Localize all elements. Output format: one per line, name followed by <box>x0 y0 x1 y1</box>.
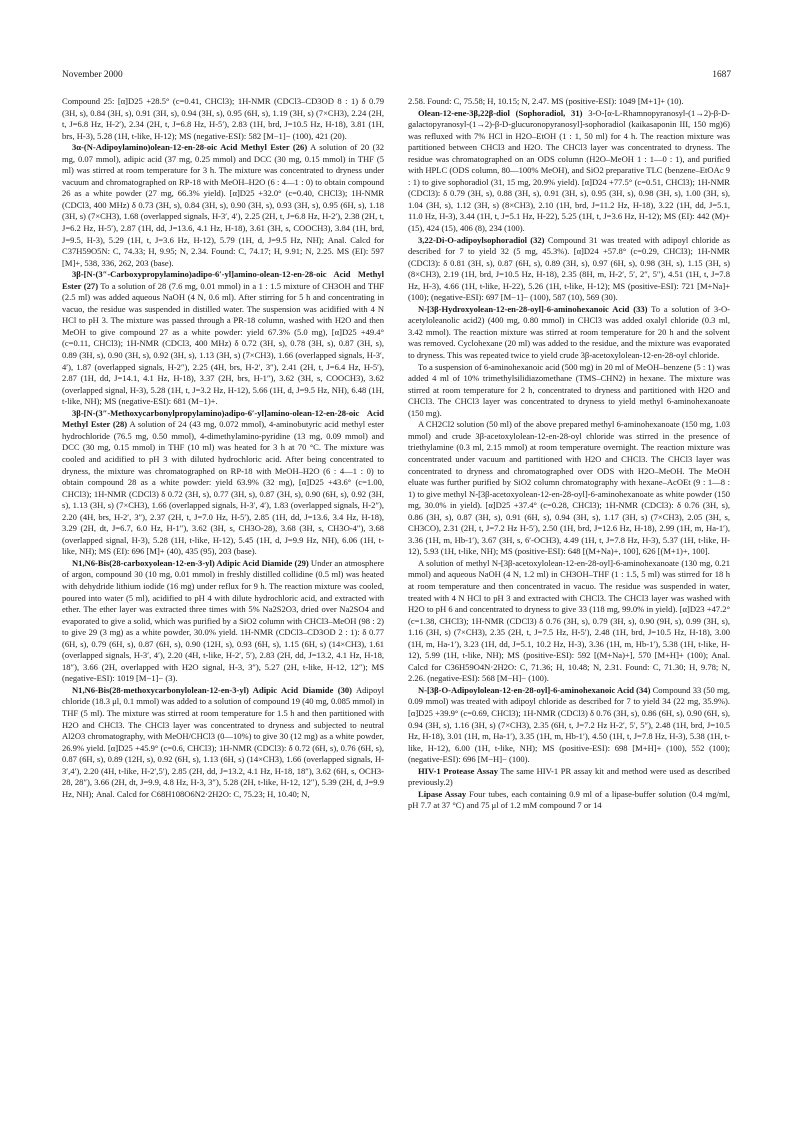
paragraph: HIV-1 Protease Assay The same HIV-1 PR assay kit and method were used as described previously.2) <box>408 765 731 788</box>
page-number: 1687 <box>712 70 731 80</box>
section-heading: 3β-[N-(3″-Methoxycarbonylpropylamino)adipo-6′-yl]amino-olean-12-en-28-oic Acid Methyl Ester (28) <box>62 407 384 430</box>
page-header <box>62 71 731 85</box>
paragraph: 3α-(N-Adipoylamino)olean-12-en-28-oic Acid Methyl Ester (26) A solution of 20 (32 mg, 0.07 mmol), adipic acid (37 mg, 0.25 mmol) and DCC (30 mg, 0.15 mmol) in THF (5 ml) was stirred at room temperature for 3 h. The mixture was concentrated to dryness under vacuum and chromatographed on RP-18 with MeOH–H2O (6 : 4—1 : 0) to obtain compound 26 as a white powder (27 mg, 66.3% yield). [α]D25 +32.0° (c=0.40, CHCl3); 1H-NMR (CDCl3, 400 MHz) δ 0.73 (3H, s), 0.84 (3H, s), 0.90 (3H, s), 0.93 (3H, s), 0.95 (6H, s), 1.18 (3H, s) (7×CH3), 1.68 (overlapped signals, H-3′, 4′), 2.25 (2H, t, J=6.8 Hz, H-2′), 2.38 (2H, t, J=6.2 Hz, H-5′), 2.87 (1H, dd, J=13.6, 4.1 Hz, H-18), 3.61 (3H, s, COOCH3), 3.84 (1H, brd, J=9.5, H-3), 5.29 (1H, t, J=3.6 Hz, H-12), 5.79 (1H, d, J=9.5 Hz, NH); Anal. Calcd for C37H59O5N: C, 74.33; H, 9.95; N, 2.34. Found: C, 74.17; H, 9.91; N, 2.25. MS (EI): 597 [M]+, 538, 336, 262, 203 (base). <box>62 142 384 268</box>
section-heading: Lipase Assay <box>418 788 467 799</box>
paragraph: 3,22-Di-O-adipoylsophoradiol (32) Compound 31 was treated with adipoyl chloride as described for 7 to yield 32 (5 mg, 45.3%). [α]D24 +57.8° (c=0.29, CHCl3); 1H-NMR (CDCl3): δ 0.81 (3H, s), 0.87 (6H, s), 0.89 (3H, s), 0.97 (6H, s), 0.98 (3H, s), 1.15 (3H, s) (8×CH3), 2.19 (1H, brd, J=10.5 Hz, H-18), 2.35 (8H, m, H-2′, 5′, 2″, 5″), 4.51 (1H, t, J=7.8 Hz, H-3), 4.66 (1H, t-like, H-22), 5.26 (1H, t-like, H-12); MS (positive-ESI): 721 [M+Na]+ (100); (negative-ESI): 697 [M−1]− (100), 587 (10), 569 (30). <box>408 234 730 303</box>
paragraph: Lipase Assay Four tubes, each containing 0.9 ml of a lipase-buffer solution (0.4 mg/ml, pH 7.7 at 37 °C) and 75 μl of 1.2 mM compound 7 or 14 <box>408 788 730 811</box>
paragraph: Compound 25: [α]D25 +28.5° (c=0.41, CHCl3); 1H-NMR (CDCl3–CD3OD 8 : 1) δ 0.79 (3H, s), 0.84 (3H, s), 0.91 (3H, s), 0.94 (3H, s), 0.95 (6H, s), 1.19 (3H, s) (7×CH3), 2.24 (2H, t, J=6.8 Hz, H-2′), 2.34 (2H, t, J=6.8 Hz, H-5′), 2.83 (1H, brd, J=10.5 Hz, H-18), 3.81 (1H, brs, H-3), 5.28 (1H, t-like, H-12); MS (negative-ESI): 582 [M−1]− (100), 421 (20). <box>62 96 384 141</box>
section-heading: 3α-(N-Adipoylamino)olean-12-en-28-oic Acid Methyl Ester (26) <box>72 142 308 153</box>
section-heading: N-[3β-Hydroxyolean-12-en-28-oyl]-6-aminohexanoic Acid (33) <box>418 303 648 314</box>
section-heading: HIV-1 Protease Assay <box>418 765 498 776</box>
paragraph: N-[3β-Hydroxyolean-12-en-28-oyl]-6-aminohexanoic Acid (33) To a solution of 3-O-acetyloleanolic acid2) (400 mg, 0.80 mmol) in CHCl3 was added oxalyl chloride (0.3 ml, 3.42 mmol). The reaction mixture was stirred at room temperature for 20 h and the solvent was removed. Cyclohexane (20 ml) was added to the residue, and the mixture was evaporated to dryness. This was repeated twice to yield crude 3β-acetoxylolean-12-en-28-oyl chloride. <box>408 303 730 361</box>
paragraph: A CH2Cl2 solution (50 ml) of the above prepared methyl 6-aminohexanoate (150 mg, 1.03 mmol) and crude 3β-acetoxylolean-12-en-28-oyl chloride was stirred in the presence of triethylamine (0.3 ml, 2.15 mmol) at room temperature overnight. The reaction mixture was concentrated under vacuum and partitioned with H2O and CHCl3. The CHCl3 layer was concentrated to dryness and chromatographed over ODS with H2O–MeOH. The MeOH eluate was further purified by SiO2 column chromatography with hexane–AcOEt (9 : 1—8 : 1) to give methyl N-[3β-acetoxyolean-12-en-28-oyl]-6-aminohexanoate as white powder (150 mg, 30.0% in yield). [α]D25 +37.4° (c=0.28, CHCl3); 1H-NMR (CDCl3): δ 0.76 (3H, s), 0.86 (3H, s), 0.87 (3H, s), 0.91 (6H, s), 0.94 (3H, s), 1.17 (3H, s) (7×CH3), 2.05 (3H, s, CH3CO), 2.31 (2H, t, J=7.2 Hz H-5′), 2.50 (1H, brd, J=12.6 Hz, H-18), 2.99 (1H, m, Ha-1′), 3.36 (1H, m, Hb-1′), 3.67 (3H, s, 6′-OCH3), 4.49 (1H, t, J=7.8 Hz, H-3), 5.37 (1H, t-like, H-12), 5.93 (1H, t-like, NH); MS (positive-ESI): 648 [(M+Na)+, 100], 626 [(M+1)+, 100]. <box>408 419 730 557</box>
section-heading: 3β-[N-(3″-Carboxypropylamino)adipo-6′-yl]amino-olean-12-en-28-oic Acid Methyl Ester (27) <box>62 269 384 291</box>
left-column <box>62 96 384 800</box>
section-heading: N1,N6-Bis(28-carboxyolean-12-en-3-yl) Adipic Acid Diamide (29) <box>72 557 309 568</box>
paragraph: N1,N6-Bis(28-methoxycarbonylolean-12-en-3-yl) Adipic Acid Diamide (30) Adipoyl chloride (18.3 μl, 0.1 mmol) was added to a solution of compound 19 (40 mg, 0.085 mmol) in THF (5 ml). The mixture was stirred at room temperature for 1.5 h and then partitioned with H2O and CHCl3. The CHCl3 layer was concentrated to dryness and subjected to neutral Al2O3 chromatography, with MeOH/CHCl3 (0—10%) to give 30 (12 mg) as a white powder, 26.9% yield. [α]D25 +45.9° (c=0.6, CHCl3); 1H-NMR (CDCl3): δ 0.72 (6H, s), 0.76 (6H, s), 0.87 (6H, s), 0.89 (12H, s), 0.92 (6H, s), 1.13 (6H, s) (14×CH3), 1.66 (overlapped signals, H-3′,4′), 2.20 (4H, t-like, H-2′,5′), 2.85 (2H, dd, J=13.2, 4.1 Hz, H-18, 18″), 3.62 (6H, s, OCH3-28, 28″), 3.66 (2H, dt, J=9.9, 4.8 Hz, H-3, 3″), 5.28 (2H, t-like, H-12, 12″), 5.39 (2H, d, J=9.9 Hz, NH); Anal. Calcd for C68H108O6N2·2H2O: C, 75.23; H, 10.40; N, <box>62 684 384 799</box>
journal-date: November 2000 <box>62 70 123 80</box>
right-column <box>408 96 730 812</box>
paragraph: To a suspension of 6-aminohexanoic acid (500 mg) in 20 ml of MeOH–benzene (5 : 1) was added 4 ml of 10% trimethylsilidiazomethane (TMS–CHN2) in hexane. The mixture was stirred at room temperature for 2 h, concentrated to dryness and partitioned with H2O and CHCl3. The CHCl3 layer was concentrated to dryness to yield methyl 6-aminohexanoate (150 mg). <box>408 361 730 418</box>
paragraph: A solution of methyl N-[3β-acetoxylolean-12-en-28-oyl]-6-aminohexanoate (130 mg, 0.21 mmol) and aqueous NaOH (4 N, 1.2 ml) in CH3OH–THF (1 : 1.5, 5 ml) was stirred for 18 h at room temperature and then concentrated in vacuo. The residue was suspended in water, treated with 4 N HCl to pH 3 and extracted with CHCl3. The CHCl3 layer was washed with H2O to pH 6 and concentrated to dryness to give 33 (118 mg, 99.0% in yield). [α]D23 +47.2° (c=1.38, CHCl3); 1H-NMR (CDCl3) δ 0.76 (3H, s), 0.79 (3H, s), 0.90 (9H, s), 0.99 (3H, s), 1.16 (3H, s) (7×CH3), 2.35 (2H, t, J=7.5 Hz, H-5′), 2.48 (1H, brd, J=10.5 Hz, H-18), 3.00 (1H, m, Ha-1′), 3.23 (1H, dd, J=5.1, 10.2 Hz, H-3), 3.36 (1H, m, Hb-1′), 5.38 (1H, t-like, H-12), 5.99 (1H, t-like, NH); MS (positive-ESI): 592 [(M+Na)+], 570 [M+H]+ (100); Anal. Calcd for C36H59O4N·2H2O: C, 71.36; H, 10.48; N, 2.31. Found: C, 71.30; H, 9.78; N, 2.26. (negative-ESI): 568 [M−H]− (100). <box>408 557 730 684</box>
paragraph: 3β-[N-(3″-Methoxycarbonylpropylamino)adipo-6′-yl]amino-olean-12-en-28-oic Acid Methyl Ester (28) A solution of 24 (43 mg, 0.072 mmol), 4-aminobutyric acid methyl ester hydrochloride (76.5 mg, 0.50 mmol), 4-dimethylamino-pyridine (13 mg, 0.09 mmol) and DCC (30 mg, 0.15 mmol) in THF (10 ml) was heated for 3 h at 70 °C. The mixture was cooled and acidified to pH 3 with diluted hydrochloric acid. After being concentrated to dryness, the mixture was chromatographed on RP-18 with MeOH–H2O (6 : 4—1 : 0) to obtain compound 28 as a white powder: yield 63.9% (32 mg), [α]D25 +43.6° (c=1.00, CHCl3); 1H-NMR (CDCl3) δ 0.72 (3H, s), 0.77 (3H, s), 0.87 (3H, s), 0.90 (6H, s), 0.92 (3H, s), 1.13 (3H, s) (7×CH3), 1.66 (overlapped signals, H-3′, 4′), 1.83 (overlapped signals, H-2″), 2.20 (4H, brs, H-2′, 3″), 2.37 (2H, t, J=7.0 Hz, H-5′), 2.85 (1H, dd, J=13.6, 3.4 Hz, H-18), 3.29 (2H, dt, J=6.7, 6.0 Hz, H-1″), 3.62 (3H, s, CH3O-28), 3.68 (3H, s, CH3O-4″), 3.68 (overlapped signal, H-3), 5.28 (1H, t-like, H-12), 5.45 (1H, d, J=9.9 Hz, NH), 6.06 (1H, t-like, NH); MS (EI): 696 [M]+ (40), 435 (95), 203 (base). <box>62 407 384 557</box>
section-heading: N-[3β-O-Adipoylolean-12-en-28-oyl]-6-aminohexanoic Acid (34) <box>418 684 651 695</box>
paragraph: N1,N6-Bis(28-carboxyolean-12-en-3-yl) Adipic Acid Diamide (29) Under an atmosphere of argon, compound 30 (10 mg, 0.01 mmol) in freshly distilled collidine (0.5 ml) was heated with dehydride lithium iodide (16 mg) under reflux for 9 h. The reaction mixture was cooled, poured into water (5 ml), acidified to pH 4 with dilute hydrochloric acid, and extracted with ether. The ether layer was extracted three times with 5% Na2S2O3, dried over Na2SO4 and evaporated to give a solid, which was purified by a SiO2 column with CHCl3–MeOH (98 : 2) to give 29 (3 mg) as a white powder, 30.0% yield. 1H-NMR (CDCl3–CD3OD 2 : 1): δ 0.77 (6H, s), 0.79 (6H, s), 0.87 (6H, s), 0.90 (12H, s), 0.93 (6H, s), 1.15 (6H, s) (14×CH3), 1.61 (overlapped signals, H-3′, 4′), 2.20 (4H, t-like, H-2′, 5′), 2.83 (2H, dd, J=13.2, 4.1 Hz, H-18, 18″), 3.66 (2H, overlapped with H2O signal, H-3, 3″), 5.27 (2H, t-like, H-12, 12″); MS (negative-ESI): 1019 [M−1]− (3). <box>62 557 385 684</box>
paragraph: 2.58. Found: C, 75.58; H, 10.15; N, 2.47. MS (positive-ESI): 1049 [M+1]+ (10). <box>408 96 684 106</box>
section-heading: 3,22-Di-O-adipoylsophoradiol (32) <box>418 234 545 245</box>
paragraph: Olean-12-ene-3β,22β-diol (Sophoradiol, 31) 3-O-[α-L-Rhamnopyranosyl-(1→2)-β-D-galactopyranosyl-(1→2)-β-D-glucuronopyranosyl]-sophoradiol (kaikasaponin III, 150 mg)6) was refluxed with 7% HCl in H2O–EtOH (1 : 1, 50 ml) for 4 h. The reaction mixture was partitioned between CHCl3 and H2O. The CHCl3 layer was concentrated to dryness. The residue was chromatographed on an ODS column (H2O–MeOH 1 : 1—0 : 1), and purified with HPLC (ODS column, 80—100% MeOH), and SiO2 preparative TLC (benzene–EtOAc 9 : 1) to give sophoradiol (31, 15 mg, 20.9% yield). [α]D24 +77.5° (c=0.51, CHCl3); 1H-NMR (CDCl3): δ 0.79 (3H, s), 0.88 (3H, s), 0.91 (3H, s), 0.95 (3H, s), 0.98 (3H, s), 1.00 (3H, s), 1.04 (3H, s), 1.12 (3H, s) (8×CH3), 2.10 (1H, brd, J=11.2 Hz, H-18), 3.22 (1H, dd, J=5.1, 11.0 Hz, H-3), 3.44 (1H, t, J=5.1 Hz, H-22), 5.25 (1H, t, J=3.6 Hz, H-12); MS (EI): 442 (M)+ (15), 424 (15), 406 (8), 234 (100). <box>408 107 731 234</box>
paragraph: 3β-[N-(3″-Carboxypropylamino)adipo-6′-yl]amino-olean-12-en-28-oic Acid Methyl Ester (27) To a solution of 28 (7.6 mg, 0.01 mmol) in a 1 : 1.5 mixture of CH3OH and THF (2.5 ml) was added aqueous NaOH (4 N, 0.6 ml). After stirring for 5 h and concentrating in vacuo, the residue was suspended in distilled water. The suspension was acidified with 4 N HCl to pH 3. The mixture was passed through a PR-18 column, washed with H2O and then MeOH to give compound 27 as a white powder: yield 67.3% (5.0 mg), [α]D25 +49.4° (c=0.11, CHCl3); 1H-NMR (CDCl3, 400 MHz) δ 0.72 (3H, s), 0.78 (3H, s), 0.87 (3H, s), 0.89 (3H, s), 0.90 (3H, s), 0.92 (3H, s), 1.13 (3H, s) (7×CH3), 1.66 (overlapped signals, H-3′, 4′), 1.87 (overlapped signals, H-2″), 2.25 (4H, brs, H-2′, 3″), 2.41 (2H, t, J=6.4 Hz, H-5′), 2.87 (1H, dd, J=14.1, 4.1 Hz, H-18), 3.37 (2H, brs, H-1″), 3.62 (3H, s, COOCH3), 3.62 (overlapped signal, H-3), 5.28 (1H, t, J=3.2 Hz, H-12), 5.66 (1H, d, J=9.5 Hz, NH), 6.48 (1H, t-like, NH); MS (negative-ESI): 681 (M−1)+. <box>62 269 385 407</box>
section-heading: N1,N6-Bis(28-methoxycarbonylolean-12-en-3-yl) Adipic Acid Diamide (30) <box>72 684 353 695</box>
section-heading: Olean-12-ene-3β,22β-diol (Sophoradiol, 31) <box>418 107 583 118</box>
paragraph: N-[3β-O-Adipoylolean-12-en-28-oyl]-6-aminohexanoic Acid (34) Compound 33 (50 mg, 0.09 mmol) was treated with adipoyl chloride as described for 7 to yield 34 (22 mg, 35.9%). [α]D25 +39.9° (c=0.69, CHCl3); 1H-NMR (CDCl3) δ 0.76 (3H, s), 0.86 (6H, s), 0.90 (6H, s), 0.94 (3H, s), 1.16 (3H, s) (7×CH3), 2.35 (6H, t, J=7.2 Hz H-2′, 5′, 5″), 2.48 (1H, brd, J=10.5 Hz, H-18), 3.01 (1H, m, Ha-1′), 3.35 (1H, m, Hb-1′), 4.50 (1H, t, J=7.8 Hz, H-3), 5.38 (1H, t-like, H-12), 6.00 (1H, t-like, NH); MS (positive-ESI): 698 [M+H]+ (100), 552 (100); (negative-ESI): 696 [M−H]− (100). <box>408 684 730 765</box>
